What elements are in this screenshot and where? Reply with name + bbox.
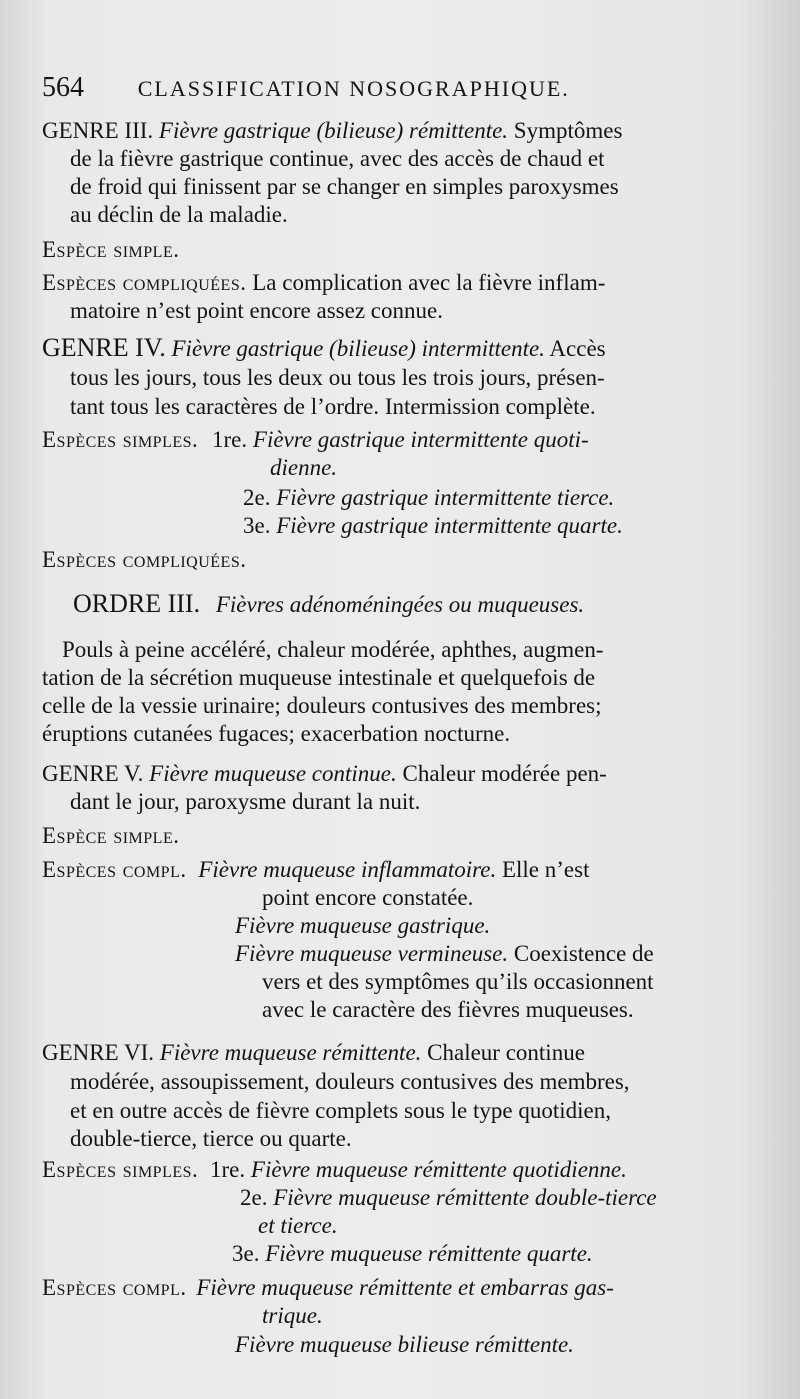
text-line: modérée, assoupissement, douleurs contusives des membres, [70,1069,630,1094]
species-complicated-line [42,1274,614,1302]
species-name: Fièvre gastrique intermittente quarte. [276,513,623,538]
species-simples-label: Espèces simples. [42,427,199,452]
genre-label: GENRE VI. [42,1040,155,1065]
species-simple-label: Espèce simple. [42,237,180,262]
species-name: Fièvre muqueuse bilieuse rémittente. [235,1332,574,1357]
species-number: 2e. [243,485,271,510]
species-number: 2e. [240,1185,268,1210]
page-number: 564 [42,72,84,103]
species-simple-label: Espèce simple. [42,823,180,848]
running-title: CLASSIFICATION NOSOGRAPHIQUE. [137,76,570,101]
order-label: ORDRE III. [73,589,201,618]
species-text: La complication avec la fièvre inflam- [252,270,606,295]
genre-text: Chaleur continue [427,1040,585,1065]
genre-title: Fièvre gastrique (bilieuse) rémittente. [158,118,509,143]
species-name: Fièvre gastrique intermittente tierce. [276,485,615,510]
species-name: Fièvre muqueuse gastrique. [235,913,491,938]
species-simples-label: Espèces simples. [42,1157,199,1182]
text-line: tous les jours, tous les deux ou tous les trois jours, présen- [70,365,605,390]
genre-3-heading [42,117,622,145]
genre-title: Fièvre gastrique (bilieuse) intermittente. [171,336,545,361]
text-line: tation de la sécrétion muqueuse intestinale et quelquefois de [42,665,596,690]
species-name: Fièvre muqueuse rémittente quotidienne. [250,1157,627,1182]
species-simples-line [42,1156,627,1184]
text-line: tant tous les caractères de l’ordre. Intermission complète. [70,394,596,419]
text-line: matoire n’est point encore assez connue. [70,298,443,323]
species-line [240,1184,657,1212]
genre-5-heading [42,760,607,788]
order-title: Fièvres adénoméningées ou muqueuses. [215,592,585,617]
species-name: Fièvre muqueuse rémittente quarte. [265,1241,593,1266]
text-line: point encore constatée. [262,885,474,910]
genre-text: Symptômes [513,118,623,143]
genre-label: GENRE V. [42,761,144,786]
species-complicated-label: Espèces compliquées. [42,547,247,572]
species-line [232,1240,593,1268]
genre-label: GENRE III. [42,118,154,143]
text-line: de la fièvre gastrique continue, avec des accès de chaud et [70,146,605,171]
genre-text: Accès [549,336,606,361]
text-line: et tierce. [258,1213,338,1238]
species-line [235,940,654,968]
species-name: Fièvre gastrique intermittente quoti- [252,427,589,452]
genre-4-heading [42,334,606,363]
species-complicated-label: Espèces compl. [42,1275,187,1300]
species-complicated-line [42,856,589,884]
genre-label: GENRE IV. [42,333,166,362]
text-line: Pouls à peine accéléré, chaleur modérée, aphthes, augmen- [62,637,604,662]
genre-text: Chaleur modérée pen- [402,761,607,786]
text-line: double-tierce, tierce ou quarte. [70,1126,352,1151]
species-name: Fièvre muqueuse rémittente double-tierce [273,1185,657,1210]
text-line: avec le caractère des fièvres muqueuses. [262,997,634,1022]
genre-title: Fièvre muqueuse continue. [149,761,397,786]
text-line: de froid qui finissent par se changer en simples paroxysmes [70,174,619,199]
species-number: 3e. [232,1241,260,1266]
species-complicated-line [42,269,605,297]
species-line [243,484,614,512]
species-text: Coexistence de [513,941,654,966]
species-simples-line [42,426,589,454]
species-number: 3e. [243,513,271,538]
order-3-heading [73,590,584,619]
text-line: dienne. [270,455,338,480]
species-number: 1re. [212,427,248,452]
running-header [42,74,570,103]
genre-6-heading [42,1039,585,1067]
species-text: Elle n’est [501,857,590,882]
species-number: 1re. [210,1157,246,1182]
text-line: vers et des symptômes qu’ils occasionnent [262,969,654,994]
species-name: Fièvre muqueuse rémittente et embarras gas- [196,1275,614,1300]
species-line [243,512,623,540]
text-line: éruptions cutanées fugaces; exacerbation nocturne. [42,721,511,746]
species-complicated-label: Espèces compliquées. [42,270,247,295]
text-line: dant le jour, paroxysme durant la nuit. [70,789,421,814]
text-line: et en outre accès de fièvre complets sous le type quotidien, [70,1098,611,1123]
text-line: trique. [262,1303,323,1328]
genre-title: Fièvre muqueuse rémittente. [159,1040,422,1065]
species-name: Fièvre muqueuse vermineuse. [235,941,509,966]
text-line: celle de la vessie urinaire; douleurs contusives des membres; [42,693,602,718]
species-name: Fièvre muqueuse inflammatoire. [198,857,497,882]
species-complicated-label: Espèces compl. [42,857,187,882]
text-line: au déclin de la maladie. [70,202,288,227]
